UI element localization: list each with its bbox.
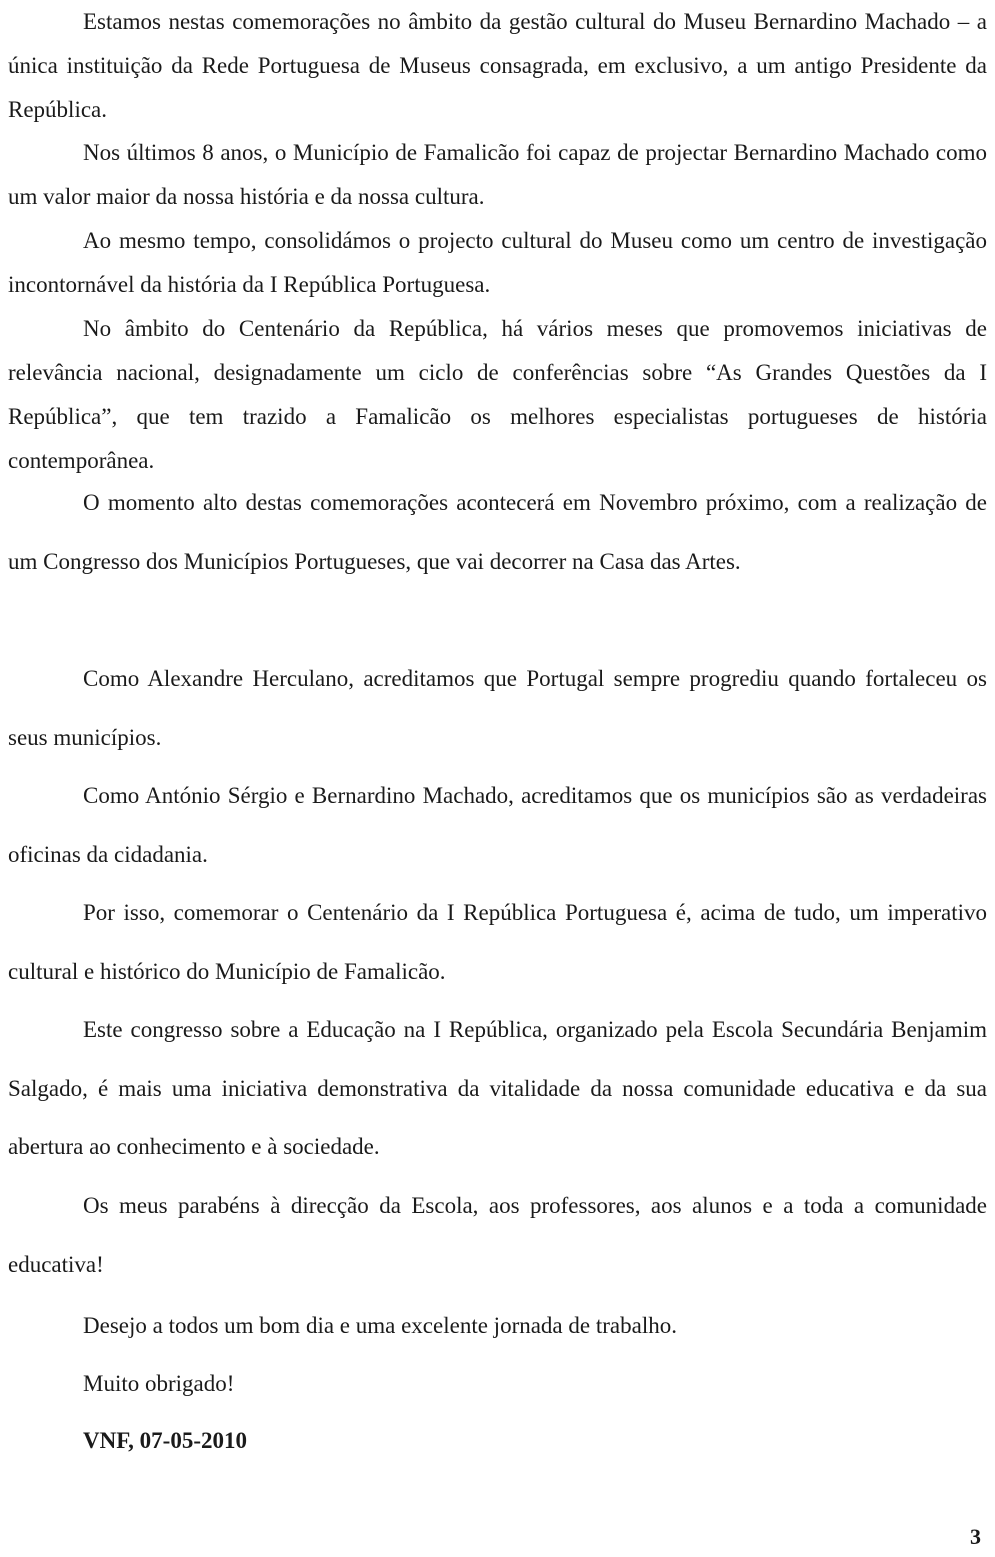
closing-thanks: Muito obrigado! (83, 1371, 235, 1396)
paragraph-congratulations: Os meus parabéns à direcção da Escola, aos professores, aos alunos e a toda a comunidade educativa! (8, 1193, 987, 1277)
page-number: 3 (970, 1524, 981, 1549)
paragraph-centenary-initiatives: No âmbito do Centenário da República, há vários meses que promovemos iniciativas de relevância nacional, designadamente um ciclo de conferências sobre “As Grandes Questões da I República”, que tem trazido a Famalicão os melhores especialistas portugueses de história contemporânea. (8, 316, 987, 473)
closing-wishes: Desejo a todos um bom dia e uma excelente jornada de trabalho. (83, 1313, 677, 1338)
paragraph-education-congress: Este congresso sobre a Educação na I República, organizado pela Escola Secundária Benjamim Salgado, é mais uma iniciativa demonstrativa da vitalidade da nossa comunidade educativa e da sua abertura ao conhecimento e à sociedade. (8, 1017, 987, 1159)
paragraph-congress-municipalities: O momento alto destas comemorações acontecerá em Novembro próximo, com a realização de um Congresso dos Municípios Portugueses, que vai decorrer na Casa das Artes. (8, 490, 987, 574)
paragraph-herculano: Como Alexandre Herculano, acreditamos que Portugal sempre progrediu quando fortaleceu os seus municípios. (8, 666, 987, 750)
paragraph-research-centre: Ao mesmo tempo, consolidámos o projecto cultural do Museu como um centro de investigação incontornável da história da I República Portuguesa. (8, 228, 987, 297)
paragraph-projection: Nos últimos 8 anos, o Município de Famalicão foi capaz de projectar Bernardino Machado como um valor maior da nossa história e da nossa cultura. (8, 140, 987, 209)
paragraph-commemoration: Por isso, comemorar o Centenário da I República Portuguesa é, acima de tudo, um imperativo cultural e histórico do Município de Famalicão. (8, 900, 987, 984)
date-line: VNF, 07-05-2010 (83, 1428, 247, 1453)
paragraph-sergio-machado: Como António Sérgio e Bernardino Machado, acreditamos que os municípios são as verdadeiras oficinas da cidadania. (8, 783, 987, 867)
paragraph-museum: Estamos nestas comemorações no âmbito da gestão cultural do Museu Bernardino Machado – a única instituição da Rede Portuguesa de Museus consagrada, em exclusivo, a um antigo Presidente da República. (8, 9, 987, 122)
